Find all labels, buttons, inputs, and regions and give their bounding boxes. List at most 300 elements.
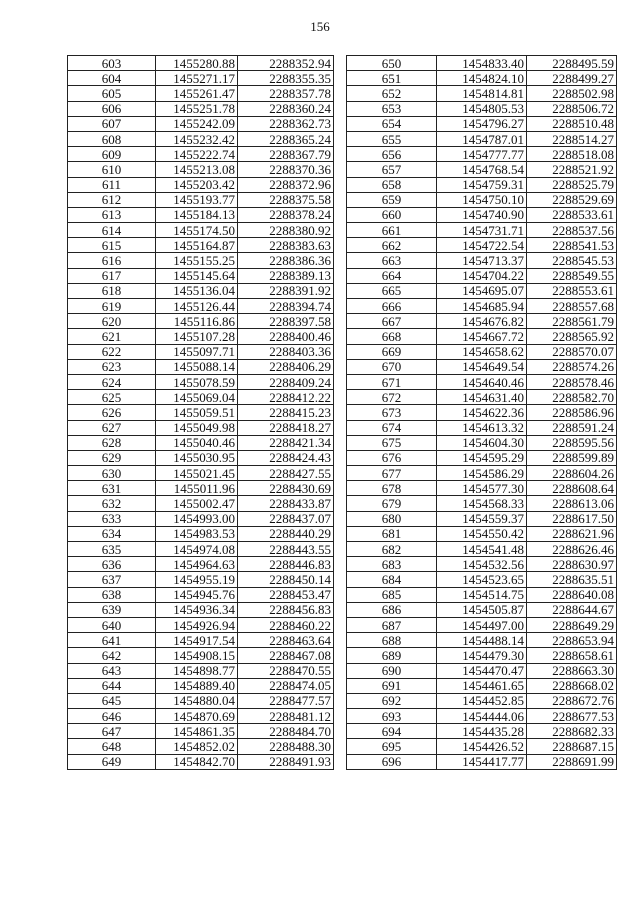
point-number-cell: 673: [347, 405, 437, 420]
y-coordinate-cell: 2288630.97: [527, 557, 617, 572]
x-coordinate-cell: 1455088.14: [156, 359, 238, 374]
y-coordinate-cell: 2288446.83: [238, 557, 334, 572]
x-coordinate-cell: 1454550.42: [437, 526, 527, 541]
x-coordinate-cell: 1455193.77: [156, 192, 238, 207]
point-number-cell: 686: [347, 602, 437, 617]
table-row: [347, 162, 617, 177]
x-coordinate-cell: 1455251.78: [156, 101, 238, 116]
point-number-cell: 627: [68, 420, 156, 435]
point-number-cell: 640: [68, 617, 156, 632]
table-row: [347, 617, 617, 632]
y-coordinate-cell: 2288604.26: [527, 466, 617, 481]
point-number-cell: 628: [68, 435, 156, 450]
table-row: [68, 466, 334, 481]
table-row: [68, 450, 334, 465]
y-coordinate-cell: 2288549.55: [527, 268, 617, 283]
table-row: [68, 359, 334, 374]
table-row: [347, 724, 617, 739]
y-coordinate-cell: 2288529.69: [527, 192, 617, 207]
point-number-cell: 680: [347, 511, 437, 526]
x-coordinate-cell: 1454740.90: [437, 207, 527, 222]
table-row: [347, 739, 617, 754]
y-coordinate-cell: 2288541.53: [527, 238, 617, 253]
y-coordinate-cell: 2288644.67: [527, 602, 617, 617]
x-coordinate-cell: 1455126.44: [156, 299, 238, 314]
table-row: [68, 663, 334, 678]
y-coordinate-cell: 2288355.35: [238, 71, 334, 86]
point-number-cell: 609: [68, 147, 156, 162]
table-row: [68, 192, 334, 207]
point-number-cell: 623: [68, 359, 156, 374]
y-coordinate-cell: 2288403.36: [238, 344, 334, 359]
point-number-cell: 663: [347, 253, 437, 268]
y-coordinate-cell: 2288510.48: [527, 116, 617, 131]
table-row: [68, 739, 334, 754]
point-number-cell: 613: [68, 207, 156, 222]
x-coordinate-cell: 1454936.34: [156, 602, 238, 617]
y-coordinate-cell: 2288406.29: [238, 359, 334, 374]
table-row: [347, 116, 617, 131]
point-number-cell: 668: [347, 329, 437, 344]
y-coordinate-cell: 2288467.08: [238, 648, 334, 663]
table-row: [347, 511, 617, 526]
point-number-cell: 695: [347, 739, 437, 754]
point-number-cell: 693: [347, 709, 437, 724]
x-coordinate-cell: 1454505.87: [437, 602, 527, 617]
x-coordinate-cell: 1454964.63: [156, 557, 238, 572]
table-row: [347, 557, 617, 572]
point-number-cell: 660: [347, 207, 437, 222]
x-coordinate-cell: 1454649.54: [437, 359, 527, 374]
x-coordinate-cell: 1454479.30: [437, 648, 527, 663]
table-row: [68, 526, 334, 541]
table-row: [68, 587, 334, 602]
y-coordinate-cell: 2288499.27: [527, 71, 617, 86]
x-coordinate-cell: 1454426.52: [437, 739, 527, 754]
coordinates-table-left: [67, 55, 334, 770]
x-coordinate-cell: 1454993.00: [156, 511, 238, 526]
x-coordinate-cell: 1455040.46: [156, 435, 238, 450]
table-row: [347, 754, 617, 769]
y-coordinate-cell: 2288418.27: [238, 420, 334, 435]
y-coordinate-cell: 2288443.55: [238, 542, 334, 557]
table-row: [347, 56, 617, 71]
y-coordinate-cell: 2288440.29: [238, 526, 334, 541]
point-number-cell: 616: [68, 253, 156, 268]
y-coordinate-cell: 2288424.43: [238, 450, 334, 465]
point-number-cell: 612: [68, 192, 156, 207]
point-number-cell: 654: [347, 116, 437, 131]
table-row: [68, 116, 334, 131]
y-coordinate-cell: 2288488.30: [238, 739, 334, 754]
point-number-cell: 678: [347, 481, 437, 496]
table-row: [68, 101, 334, 116]
table-row: [347, 207, 617, 222]
point-number-cell: 652: [347, 86, 437, 101]
table-row: [68, 724, 334, 739]
x-coordinate-cell: 1455107.28: [156, 329, 238, 344]
x-coordinate-cell: 1454983.53: [156, 526, 238, 541]
table-row: [68, 283, 334, 298]
x-coordinate-cell: 1454667.72: [437, 329, 527, 344]
y-coordinate-cell: 2288430.69: [238, 481, 334, 496]
point-number-cell: 689: [347, 648, 437, 663]
y-coordinate-cell: 2288378.24: [238, 207, 334, 222]
y-coordinate-cell: 2288386.36: [238, 253, 334, 268]
x-coordinate-cell: 1455059.51: [156, 405, 238, 420]
point-number-cell: 606: [68, 101, 156, 116]
x-coordinate-cell: 1454796.27: [437, 116, 527, 131]
table-row: [347, 101, 617, 116]
table-row: [347, 223, 617, 238]
table-row: [68, 56, 334, 71]
x-coordinate-cell: 1454622.36: [437, 405, 527, 420]
table-row: [68, 131, 334, 146]
table-row: [68, 481, 334, 496]
x-coordinate-cell: 1454604.30: [437, 435, 527, 450]
point-number-cell: 649: [68, 754, 156, 769]
table-row: [68, 678, 334, 693]
point-number-cell: 696: [347, 754, 437, 769]
x-coordinate-cell: 1455280.88: [156, 56, 238, 71]
y-coordinate-cell: 2288433.87: [238, 496, 334, 511]
x-coordinate-cell: 1454559.37: [437, 511, 527, 526]
point-number-cell: 679: [347, 496, 437, 511]
y-coordinate-cell: 2288474.05: [238, 678, 334, 693]
y-coordinate-cell: 2288617.50: [527, 511, 617, 526]
x-coordinate-cell: 1454880.04: [156, 693, 238, 708]
x-coordinate-cell: 1454685.94: [437, 299, 527, 314]
table-row: [347, 405, 617, 420]
table-row: [68, 602, 334, 617]
y-coordinate-cell: 2288463.64: [238, 633, 334, 648]
point-number-cell: 691: [347, 678, 437, 693]
point-number-cell: 651: [347, 71, 437, 86]
x-coordinate-cell: 1454704.22: [437, 268, 527, 283]
x-coordinate-cell: 1455069.04: [156, 390, 238, 405]
table-row: [347, 450, 617, 465]
point-number-cell: 634: [68, 526, 156, 541]
y-coordinate-cell: 2288677.53: [527, 709, 617, 724]
point-number-cell: 605: [68, 86, 156, 101]
point-number-cell: 681: [347, 526, 437, 541]
point-number-cell: 632: [68, 496, 156, 511]
table-row: [347, 299, 617, 314]
table-row: [347, 359, 617, 374]
y-coordinate-cell: 2288365.24: [238, 131, 334, 146]
point-number-cell: 687: [347, 617, 437, 632]
table-row: [68, 71, 334, 86]
x-coordinate-cell: 1454435.28: [437, 724, 527, 739]
y-coordinate-cell: 2288621.96: [527, 526, 617, 541]
x-coordinate-cell: 1454586.29: [437, 466, 527, 481]
point-number-cell: 635: [68, 542, 156, 557]
point-number-cell: 639: [68, 602, 156, 617]
y-coordinate-cell: 2288383.63: [238, 238, 334, 253]
point-number-cell: 685: [347, 587, 437, 602]
point-number-cell: 655: [347, 131, 437, 146]
y-coordinate-cell: 2288525.79: [527, 177, 617, 192]
x-coordinate-cell: 1455155.25: [156, 253, 238, 268]
y-coordinate-cell: 2288506.72: [527, 101, 617, 116]
y-coordinate-cell: 2288557.68: [527, 299, 617, 314]
x-coordinate-cell: 1454898.77: [156, 663, 238, 678]
x-coordinate-cell: 1454731.71: [437, 223, 527, 238]
point-number-cell: 646: [68, 709, 156, 724]
table-row: [68, 344, 334, 359]
point-number-cell: 650: [347, 56, 437, 71]
table-row: [347, 268, 617, 283]
x-coordinate-cell: 1455164.87: [156, 238, 238, 253]
table-row: [347, 314, 617, 329]
x-coordinate-cell: 1455203.42: [156, 177, 238, 192]
y-coordinate-cell: 2288397.58: [238, 314, 334, 329]
point-number-cell: 619: [68, 299, 156, 314]
y-coordinate-cell: 2288372.96: [238, 177, 334, 192]
table-row: [68, 633, 334, 648]
y-coordinate-cell: 2288415.23: [238, 405, 334, 420]
point-number-cell: 674: [347, 420, 437, 435]
x-coordinate-cell: 1454777.77: [437, 147, 527, 162]
x-coordinate-cell: 1455213.08: [156, 162, 238, 177]
y-coordinate-cell: 2288561.79: [527, 314, 617, 329]
y-coordinate-cell: 2288481.12: [238, 709, 334, 724]
table-row: [347, 283, 617, 298]
point-number-cell: 671: [347, 374, 437, 389]
x-coordinate-cell: 1454861.35: [156, 724, 238, 739]
y-coordinate-cell: 2288437.07: [238, 511, 334, 526]
point-number-cell: 672: [347, 390, 437, 405]
table-row: [68, 223, 334, 238]
x-coordinate-cell: 1455011.96: [156, 481, 238, 496]
x-coordinate-cell: 1454852.02: [156, 739, 238, 754]
point-number-cell: 630: [68, 466, 156, 481]
x-coordinate-cell: 1454713.37: [437, 253, 527, 268]
x-coordinate-cell: 1455145.64: [156, 268, 238, 283]
y-coordinate-cell: 2288608.64: [527, 481, 617, 496]
y-coordinate-cell: 2288591.24: [527, 420, 617, 435]
x-coordinate-cell: 1454750.10: [437, 192, 527, 207]
table-row: [347, 542, 617, 557]
point-number-cell: 644: [68, 678, 156, 693]
point-number-cell: 647: [68, 724, 156, 739]
table-row: [347, 709, 617, 724]
table-row: [347, 147, 617, 162]
table-row: [347, 192, 617, 207]
table-row: [347, 390, 617, 405]
x-coordinate-cell: 1455116.86: [156, 314, 238, 329]
x-coordinate-cell: 1455222.74: [156, 147, 238, 162]
x-coordinate-cell: 1454488.14: [437, 633, 527, 648]
y-coordinate-cell: 2288456.83: [238, 602, 334, 617]
y-coordinate-cell: 2288360.24: [238, 101, 334, 116]
table-row: [347, 177, 617, 192]
y-coordinate-cell: 2288495.59: [527, 56, 617, 71]
table-row: [68, 617, 334, 632]
y-coordinate-cell: 2288460.22: [238, 617, 334, 632]
table-row: [68, 147, 334, 162]
x-coordinate-cell: 1455021.45: [156, 466, 238, 481]
coordinates-table-left-body: [68, 56, 334, 770]
x-coordinate-cell: 1454768.54: [437, 162, 527, 177]
x-coordinate-cell: 1454444.06: [437, 709, 527, 724]
y-coordinate-cell: 2288518.08: [527, 147, 617, 162]
point-number-cell: 643: [68, 663, 156, 678]
point-number-cell: 692: [347, 693, 437, 708]
point-number-cell: 653: [347, 101, 437, 116]
point-number-cell: 620: [68, 314, 156, 329]
x-coordinate-cell: 1454870.69: [156, 709, 238, 724]
point-number-cell: 665: [347, 283, 437, 298]
y-coordinate-cell: 2288613.06: [527, 496, 617, 511]
point-number-cell: 688: [347, 633, 437, 648]
x-coordinate-cell: 1454541.48: [437, 542, 527, 557]
y-coordinate-cell: 2288578.46: [527, 374, 617, 389]
x-coordinate-cell: 1454824.10: [437, 71, 527, 86]
y-coordinate-cell: 2288595.56: [527, 435, 617, 450]
x-coordinate-cell: 1454787.01: [437, 131, 527, 146]
table-row: [347, 329, 617, 344]
table-row: [347, 602, 617, 617]
point-number-cell: 622: [68, 344, 156, 359]
page-number: 156: [310, 19, 330, 34]
point-number-cell: 656: [347, 147, 437, 162]
table-row: [347, 587, 617, 602]
table-row: [347, 496, 617, 511]
y-coordinate-cell: 2288362.73: [238, 116, 334, 131]
y-coordinate-cell: 2288453.47: [238, 587, 334, 602]
point-number-cell: 625: [68, 390, 156, 405]
y-coordinate-cell: 2288477.57: [238, 693, 334, 708]
y-coordinate-cell: 2288582.70: [527, 390, 617, 405]
point-number-cell: 676: [347, 450, 437, 465]
table-row: [68, 390, 334, 405]
x-coordinate-cell: 1455174.50: [156, 223, 238, 238]
table-row: [68, 86, 334, 101]
table-row: [68, 207, 334, 222]
point-number-cell: 638: [68, 587, 156, 602]
x-coordinate-cell: 1454631.40: [437, 390, 527, 405]
y-coordinate-cell: 2288367.79: [238, 147, 334, 162]
x-coordinate-cell: 1454417.77: [437, 754, 527, 769]
table-row: [68, 177, 334, 192]
point-number-cell: 641: [68, 633, 156, 648]
y-coordinate-cell: 2288394.74: [238, 299, 334, 314]
point-number-cell: 611: [68, 177, 156, 192]
point-number-cell: 615: [68, 238, 156, 253]
y-coordinate-cell: 2288352.94: [238, 56, 334, 71]
y-coordinate-cell: 2288380.92: [238, 223, 334, 238]
y-coordinate-cell: 2288570.07: [527, 344, 617, 359]
table-row: [347, 663, 617, 678]
point-number-cell: 648: [68, 739, 156, 754]
table-row: [347, 86, 617, 101]
point-number-cell: 607: [68, 116, 156, 131]
y-coordinate-cell: 2288400.46: [238, 329, 334, 344]
y-coordinate-cell: 2288484.70: [238, 724, 334, 739]
y-coordinate-cell: 2288450.14: [238, 572, 334, 587]
point-number-cell: 617: [68, 268, 156, 283]
x-coordinate-cell: 1454577.30: [437, 481, 527, 496]
table-row: [68, 268, 334, 283]
table-row: [347, 526, 617, 541]
table-row: [68, 693, 334, 708]
point-number-cell: 636: [68, 557, 156, 572]
y-coordinate-cell: 2288663.30: [527, 663, 617, 678]
point-number-cell: 657: [347, 162, 437, 177]
x-coordinate-cell: 1454722.54: [437, 238, 527, 253]
y-coordinate-cell: 2288409.24: [238, 374, 334, 389]
y-coordinate-cell: 2288421.34: [238, 435, 334, 450]
x-coordinate-cell: 1454842.70: [156, 754, 238, 769]
point-number-cell: 604: [68, 71, 156, 86]
x-coordinate-cell: 1455184.13: [156, 207, 238, 222]
table-row: [68, 648, 334, 663]
point-number-cell: 662: [347, 238, 437, 253]
y-coordinate-cell: 2288389.13: [238, 268, 334, 283]
x-coordinate-cell: 1455136.04: [156, 283, 238, 298]
table-row: [68, 435, 334, 450]
x-coordinate-cell: 1454452.85: [437, 693, 527, 708]
x-coordinate-cell: 1454759.31: [437, 177, 527, 192]
table-row: [68, 754, 334, 769]
y-coordinate-cell: 2288545.53: [527, 253, 617, 268]
table-row: [68, 299, 334, 314]
y-coordinate-cell: 2288533.61: [527, 207, 617, 222]
y-coordinate-cell: 2288537.56: [527, 223, 617, 238]
y-coordinate-cell: 2288553.61: [527, 283, 617, 298]
y-coordinate-cell: 2288565.92: [527, 329, 617, 344]
table-row: [347, 693, 617, 708]
x-coordinate-cell: 1454955.19: [156, 572, 238, 587]
y-coordinate-cell: 2288635.51: [527, 572, 617, 587]
point-number-cell: 629: [68, 450, 156, 465]
table-row: [68, 511, 334, 526]
y-coordinate-cell: 2288427.55: [238, 466, 334, 481]
y-coordinate-cell: 2288658.61: [527, 648, 617, 663]
point-number-cell: 667: [347, 314, 437, 329]
point-number-cell: 645: [68, 693, 156, 708]
point-number-cell: 608: [68, 131, 156, 146]
table-row: [347, 344, 617, 359]
x-coordinate-cell: 1454470.47: [437, 663, 527, 678]
table-row: [347, 481, 617, 496]
point-number-cell: 664: [347, 268, 437, 283]
y-coordinate-cell: 2288502.98: [527, 86, 617, 101]
y-coordinate-cell: 2288649.29: [527, 617, 617, 632]
point-number-cell: 684: [347, 572, 437, 587]
point-number-cell: 603: [68, 56, 156, 71]
table-row: [68, 314, 334, 329]
point-number-cell: 633: [68, 511, 156, 526]
x-coordinate-cell: 1455261.47: [156, 86, 238, 101]
point-number-cell: 614: [68, 223, 156, 238]
table-row: [347, 572, 617, 587]
x-coordinate-cell: 1454908.15: [156, 648, 238, 663]
coordinates-table-right-body: [347, 56, 617, 770]
x-coordinate-cell: 1454658.62: [437, 344, 527, 359]
x-coordinate-cell: 1454695.07: [437, 283, 527, 298]
x-coordinate-cell: 1454568.33: [437, 496, 527, 511]
y-coordinate-cell: 2288491.93: [238, 754, 334, 769]
x-coordinate-cell: 1455078.59: [156, 374, 238, 389]
table-row: [68, 405, 334, 420]
point-number-cell: 669: [347, 344, 437, 359]
y-coordinate-cell: 2288682.33: [527, 724, 617, 739]
point-number-cell: 624: [68, 374, 156, 389]
table-row: [68, 329, 334, 344]
table-row: [347, 131, 617, 146]
